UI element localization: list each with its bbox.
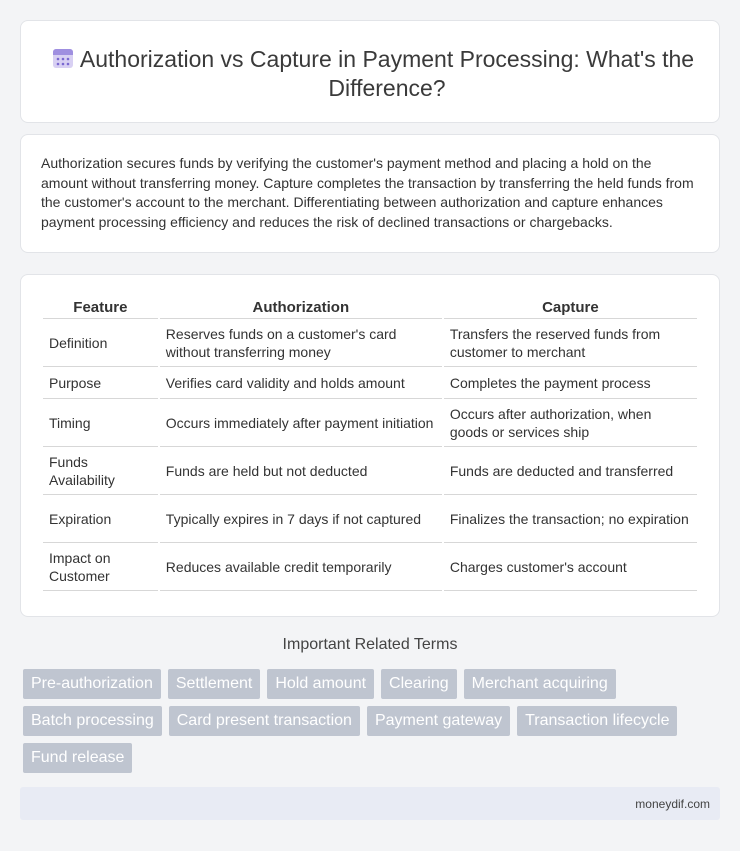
term-tag[interactable]: Payment gateway xyxy=(367,706,510,736)
table-row xyxy=(43,367,697,399)
table-row xyxy=(43,495,697,543)
intro-card xyxy=(20,134,720,253)
table-cell-authorization: Reserves funds on a customer's card without transferring money xyxy=(160,319,442,367)
footer xyxy=(20,787,720,820)
table-cell-feature: Timing xyxy=(43,399,158,447)
term-tag[interactable]: Hold amount xyxy=(267,669,374,699)
table-header-feature: Feature xyxy=(43,297,158,319)
table-header-capture: Capture xyxy=(444,297,697,319)
table-cell-feature: Funds Availability xyxy=(43,447,158,495)
table-cell-authorization: Typically expires in 7 days if not captured xyxy=(160,495,442,543)
page-title: Authorization vs Capture in Payment Processing: What's the Difference? xyxy=(79,46,695,101)
related-terms-list xyxy=(23,669,723,773)
term-tag[interactable]: Fund release xyxy=(23,743,132,773)
table-row xyxy=(43,543,697,591)
term-tag[interactable]: Merchant acquiring xyxy=(464,669,616,699)
related-terms-title: Important Related Terms xyxy=(282,636,458,653)
table-cell-feature: Purpose xyxy=(43,367,158,399)
table-cell-authorization: Occurs immediately after payment initiation xyxy=(160,399,442,447)
table-cell-capture: Completes the payment process xyxy=(444,367,697,399)
table-cell-feature: Impact on Customer xyxy=(43,543,158,591)
table-cell-capture: Finalizes the transaction; no expiration xyxy=(444,495,697,543)
table-cell-capture: Funds are deducted and transferred xyxy=(444,447,697,495)
term-tag[interactable]: Clearing xyxy=(381,669,457,699)
table-cell-capture: Occurs after authorization, when goods or services ship xyxy=(444,399,697,447)
table-cell-feature: Expiration xyxy=(43,495,158,543)
title-card xyxy=(20,20,720,123)
term-tag[interactable]: Batch processing xyxy=(23,706,162,736)
footer-site-link[interactable]: moneydif.com xyxy=(635,797,710,811)
table-header-authorization: Authorization xyxy=(160,297,442,319)
table-header-row xyxy=(43,297,697,319)
table-cell-authorization: Funds are held but not deducted xyxy=(160,447,442,495)
comparison-table-card xyxy=(20,274,720,617)
term-tag[interactable]: Settlement xyxy=(168,669,260,699)
table-cell-authorization: Verifies card validity and holds amount xyxy=(160,367,442,399)
term-tag[interactable]: Transaction lifecycle xyxy=(517,706,677,736)
intro-text: Authorization secures funds by verifying the customer's payment method and placing a hold on the amount without transferring money. Capture completes the transaction by transferring the held funds from the customer's account to the merchant. Differentiating between authorization and capture enhances payment processing efficiency and reduces the risk of declined transactions or chargebacks. xyxy=(41,155,694,230)
table-cell-authorization: Reduces available credit temporarily xyxy=(160,543,442,591)
table-cell-capture: Transfers the reserved funds from customer to merchant xyxy=(444,319,697,367)
table-cell-feature: Definition xyxy=(43,319,158,367)
table-row xyxy=(43,447,697,495)
table-row xyxy=(43,399,697,447)
term-tag[interactable]: Pre-authorization xyxy=(23,669,161,699)
comparison-table xyxy=(41,297,699,591)
table-row xyxy=(43,319,697,367)
term-tag[interactable]: Card present transaction xyxy=(169,706,360,736)
table-cell-capture: Charges customer's account xyxy=(444,543,697,591)
